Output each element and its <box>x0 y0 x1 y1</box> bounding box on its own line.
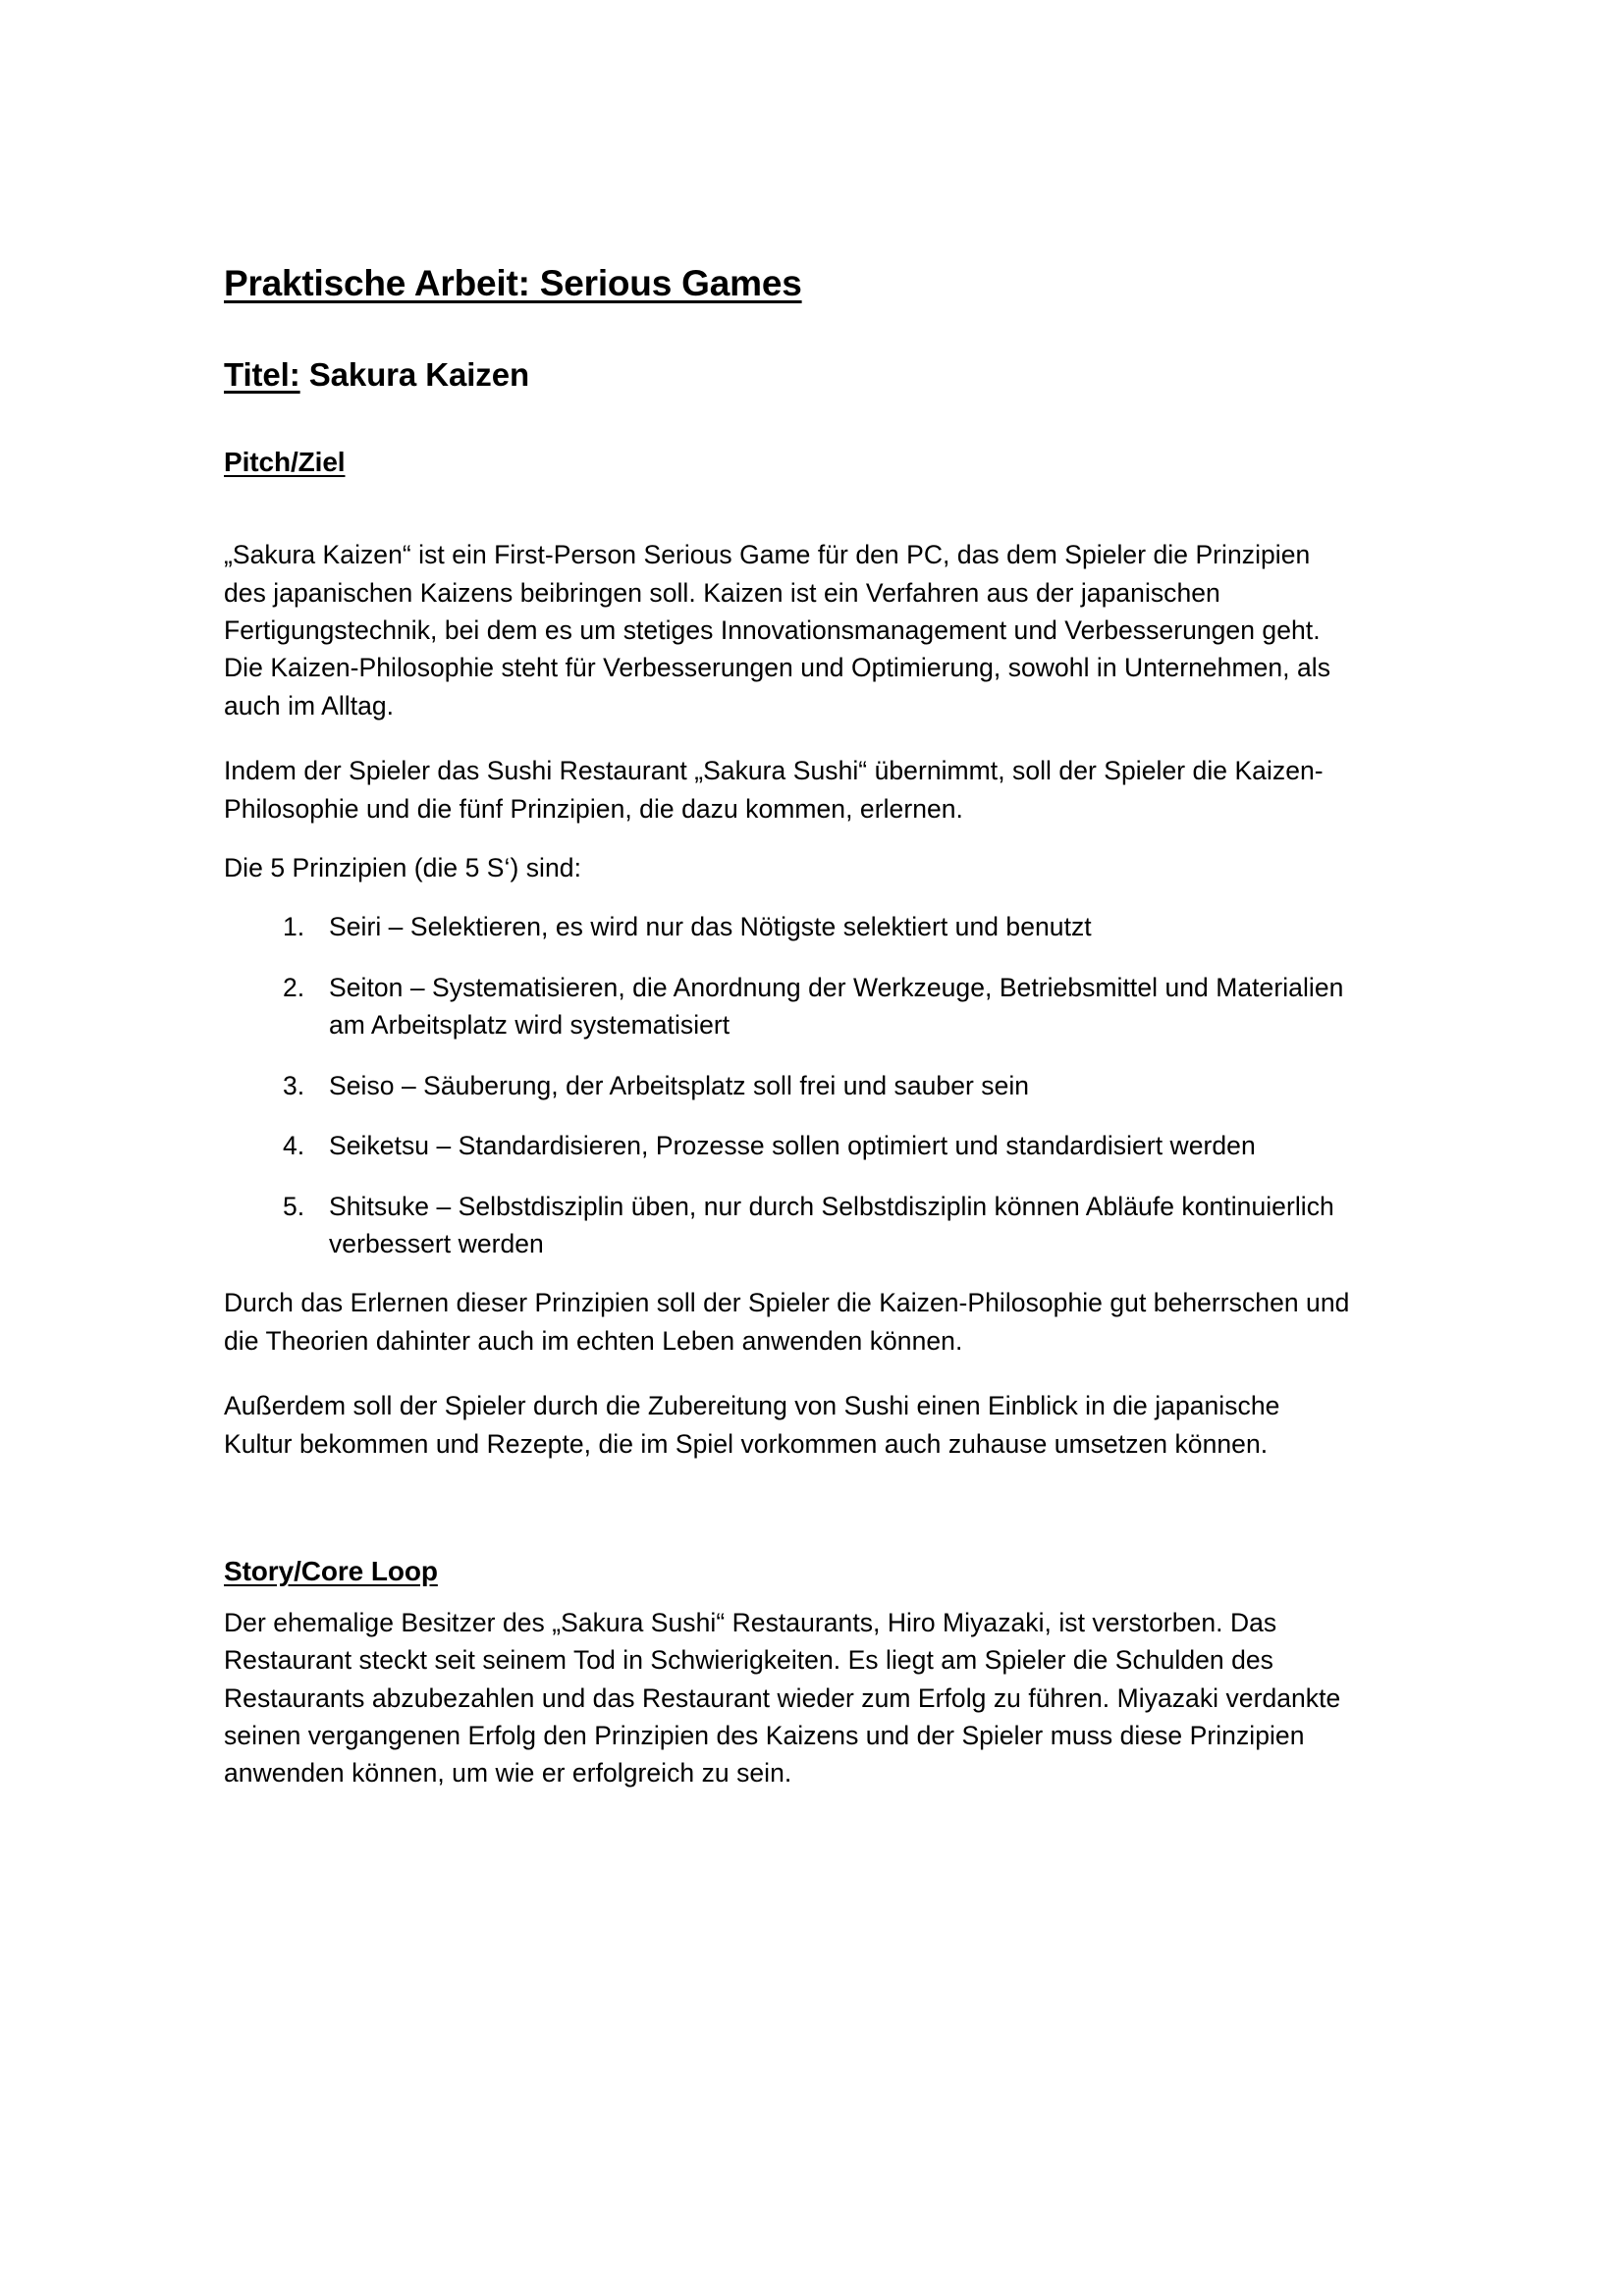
pitch-paragraph-2: Indem der Spieler das Sushi Restaurant „Sakura Sushi“ übernimmt, soll der Spieler die Kaizen-Philosophie und die fünf Prinzipien, die dazu kommen, erlernen. <box>224 756 1324 824</box>
page-title-text: Praktische Arbeit: Serious Games <box>224 263 802 303</box>
section-heading-story-text: Story/Core Loop <box>224 1556 438 1587</box>
section-heading-pitch <box>224 446 1350 479</box>
list-item: Seiketsu – Standardisieren, Prozesse sollen optimiert und standardisiert werden <box>329 1131 1256 1161</box>
subtitle-value: Sakura Kaizen <box>299 355 530 393</box>
list-item: Seiso – Säuberung, der Arbeitsplatz soll frei und sauber sein <box>329 1070 1030 1100</box>
section-heading-pitch-text: Pitch/Ziel <box>224 447 346 478</box>
pitch-closing-paragraph-1: Durch das Erlernen dieser Prinzipien soll der Spieler die Kaizen-Philosophie gut beherrschen und die Theorien dahinter auch im echten Leben anwenden können. <box>224 1288 1350 1356</box>
pitch-closing-paragraph-2: Außerdem soll der Spieler durch die Zubereitung von Sushi einen Einblick in die japanische Kultur bekommen und Rezepte, die im Spiel vorkommen auch zuhause umsetzen können. <box>224 1391 1280 1459</box>
section-heading-story <box>224 1555 1350 1588</box>
section-spacer <box>224 1463 1350 1502</box>
pitch-paragraph-1: „Sakura Kaizen“ ist ein First-Person Serious Game für den PC, das dem Spieler die Prinzipien des japanischen Kaizens beibringen soll. Kaizen ist ein Verfahren aus der japanischen Fertigungstechnik, bei dem es um stetiges Innovationsmanagement und Verbesserungen geht. Die Kaizen-Philosophie steht für Verbesserungen und Optimierung, sowohl in Unternehmen, als auch im Alltag. <box>224 540 1331 721</box>
document-subtitle <box>224 356 1350 394</box>
pitch-paragraph-3: Die 5 Prinzipien (die 5 S‘) sind: <box>224 853 581 883</box>
page-title <box>224 263 1350 305</box>
subtitle-label: Titel: <box>224 355 300 393</box>
list-item: Seiri – Selektieren, es wird nur das Nötigste selektiert und benutzt <box>329 912 1092 942</box>
list-item: Shitsuke – Selbstdisziplin üben, nur durch Selbstdisziplin können Abläufe kontinuierlich verbessert werden <box>329 1191 1334 1258</box>
list-item: Seiton – Systematisieren, die Anordnung der Werkzeuge, Betriebsmittel und Materialien am Arbeitsplatz wird systematisiert <box>329 972 1344 1041</box>
story-paragraph-1: Der ehemalige Besitzer des „Sakura Sushi“ Restaurants, Hiro Miyazaki, ist verstorben. Das Restaurant steckt seit seinem Tod in Schwierigkeiten. Es liegt am Spieler die Schulden des Restaurants abzubezahlen und das Restaurant wieder zum Erfolg zu führen. Miyazaki verdankte seinen vergangenen Erfolg den Prinzipien des Kaizens und der Spieler muss diese Prinzipien anwenden können, um wie er erfolgreich zu sein. <box>224 1607 1341 1789</box>
principles-list <box>224 908 1350 1262</box>
